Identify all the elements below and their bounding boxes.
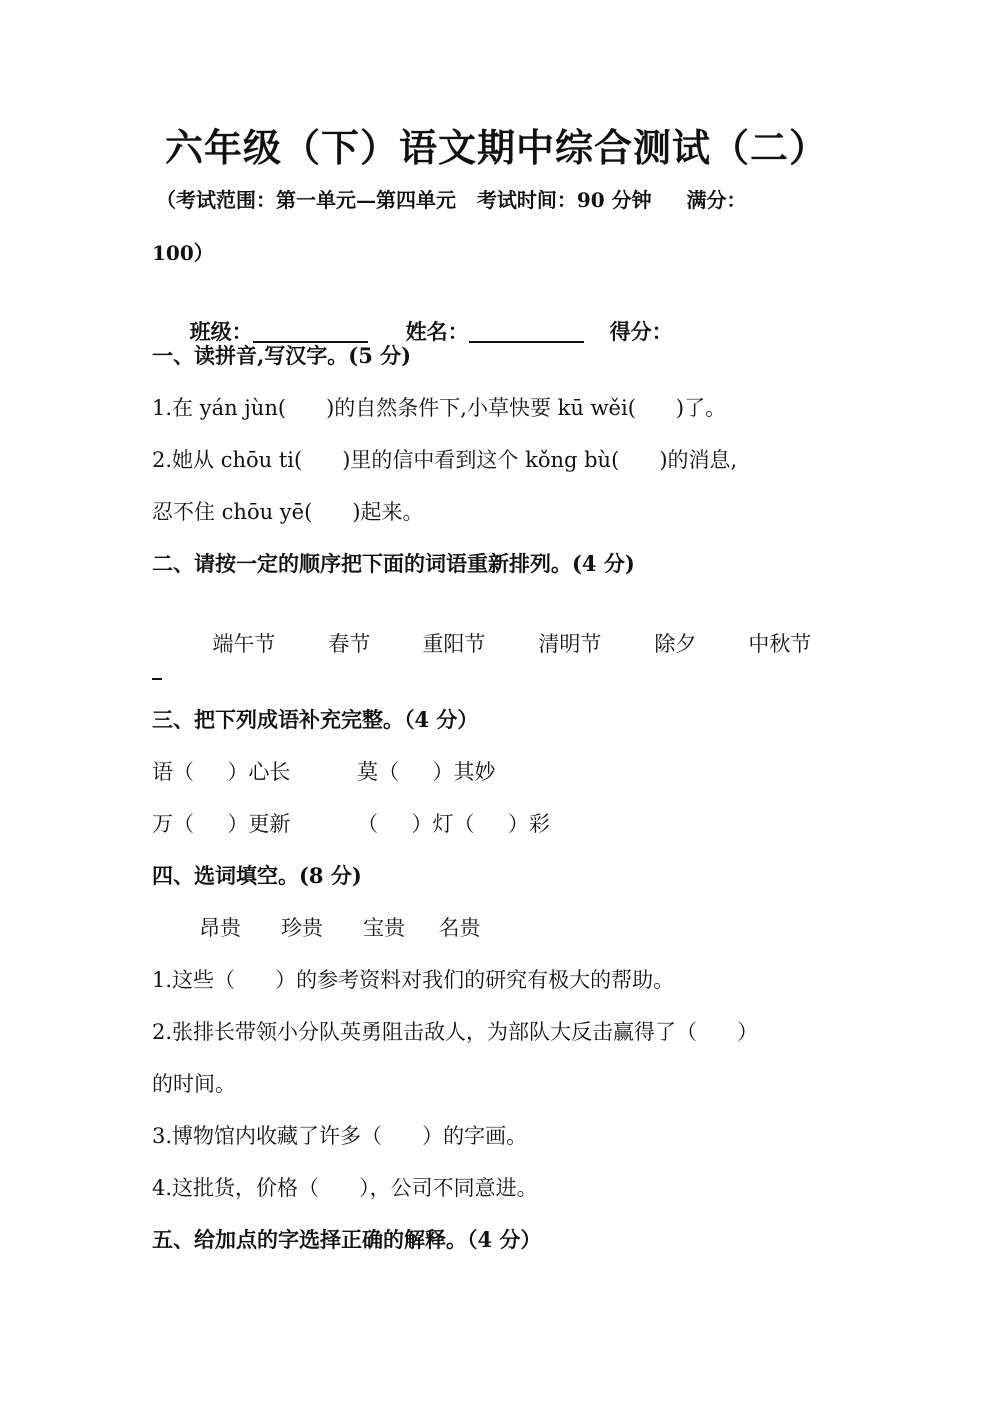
- word-item: 端午节: [212, 632, 276, 656]
- exam-info-line-1: （考试范围：第一单元—第四单元 考试时间：90 分钟 满分：: [156, 188, 747, 212]
- section2-heading: 二、请按一定的顺序把下面的词语重新排列。(4 分): [152, 551, 635, 576]
- section1-question-2: 2.她从 chōu ti( )里的信中看到这个 kǒng bù( )的消息,: [152, 448, 738, 472]
- section4-heading: 四、选词填空。(8 分): [152, 863, 362, 888]
- name-field[interactable]: [469, 319, 584, 343]
- student-info-row: [175, 290, 673, 346]
- section3-row-1: 语（ ）心长 莫（ ）其妙: [152, 760, 496, 784]
- section4-question-2-cont: 的时间。: [152, 1072, 236, 1096]
- section5-heading: 五、给加点的字选择正确的解释。（4 分）: [152, 1227, 542, 1252]
- section1-question-2-cont: 忍不住 chōu yē( )起来。: [152, 500, 424, 524]
- score-label: 得分：: [609, 319, 673, 344]
- exam-info-line-2: 100）: [152, 241, 214, 265]
- section4-question-4: 4.这批货，价格（ ），公司不同意进。: [152, 1176, 538, 1200]
- class-field[interactable]: [253, 319, 368, 343]
- word-item: 清明节: [538, 632, 602, 656]
- name-label: 姓名：: [405, 319, 469, 344]
- word-item: 重阳节: [422, 632, 486, 656]
- section4-question-1: 1.这些（ ）的参考资料对我们的研究有极大的帮助。: [152, 968, 675, 992]
- class-label: 班级：: [189, 319, 253, 344]
- word-item: 中秋节: [748, 632, 812, 656]
- word-item: 除夕: [654, 632, 697, 656]
- page-title: 六年级（下）语文期中综合测试（二）: [164, 125, 828, 170]
- section4-question-3: 3.博物馆内收藏了许多（ ）的字画。: [152, 1124, 528, 1148]
- section3-row-2: 万（ ）更新 （ ）灯（ ）彩: [152, 812, 550, 836]
- word-item: 春节: [328, 632, 371, 656]
- section1-heading: 一、读拼音,写汉字。(5 分): [152, 343, 412, 368]
- section4-question-2: 2.张排长带领小分队英勇阻击敌人，为部队大反击赢得了（ ）: [152, 1020, 759, 1044]
- section3-heading: 三、把下列成语补充完整。（4 分）: [152, 707, 479, 732]
- answer-line-mark: [152, 678, 162, 680]
- section4-word-list: 昂贵 珍贵 宝贵 名贵: [199, 916, 481, 940]
- section2-word-list: [199, 602, 811, 658]
- section1-question-1: 1.在 yán jùn( )的自然条件下,小草快要 kū wěi( )了。: [152, 396, 727, 420]
